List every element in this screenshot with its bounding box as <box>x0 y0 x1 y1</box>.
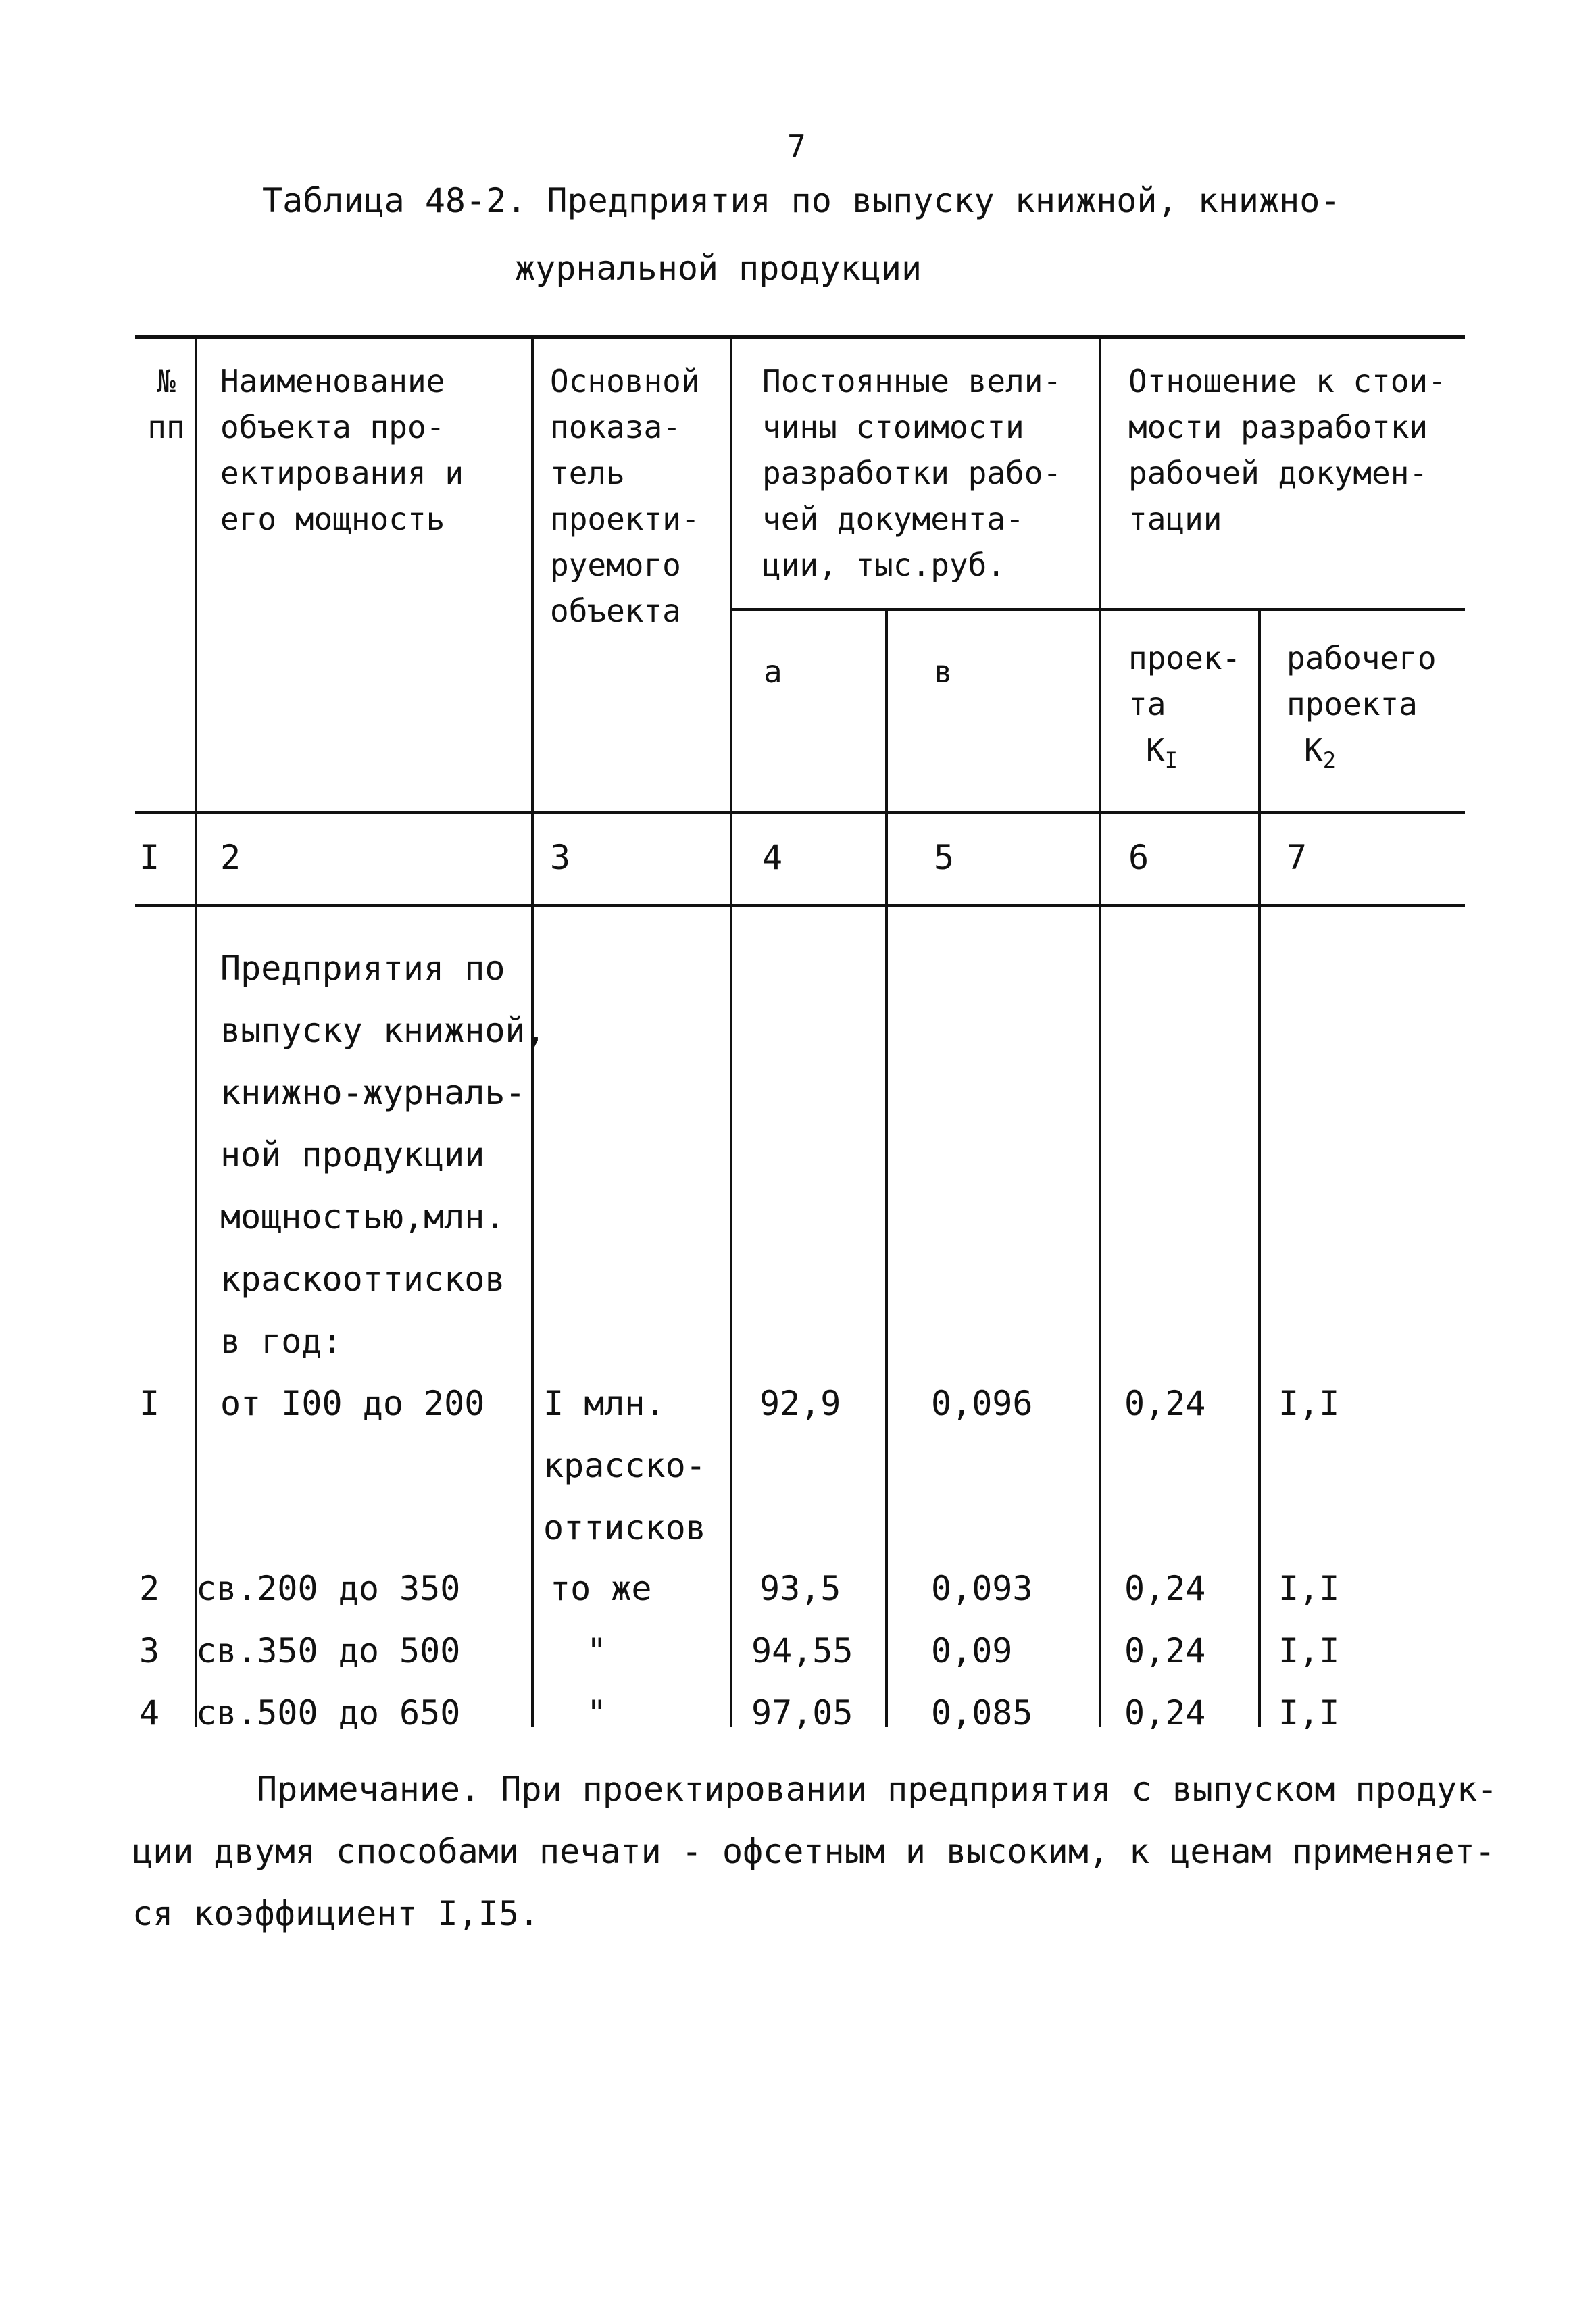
header-ratio: Отношение к стои- мости разработки рабочей докумен- тации <box>1128 363 1447 537</box>
header-object-name: Наименование объекта про- ектирования и его мощность <box>220 363 464 537</box>
row-k2: I,I <box>1278 1569 1340 1608</box>
num-col-3: 3 <box>550 838 571 877</box>
row-a: 94,55 <box>751 1631 853 1670</box>
num-col-1: I <box>139 838 160 877</box>
num-col-6: 6 <box>1128 838 1149 877</box>
num-col-7: 7 <box>1287 838 1307 877</box>
group-label-line: мощностью,млн. <box>220 1197 505 1237</box>
header-main-indicator: Основной показа- тель проекти- руемого объекта <box>550 363 700 629</box>
row-capacity: св.500 до 650 <box>196 1693 461 1733</box>
row-number: 3 <box>139 1631 160 1670</box>
row-k1: 0,24 <box>1124 1631 1206 1670</box>
table-title-line2: журнальной продукции <box>515 249 922 288</box>
row-k1: 0,24 <box>1124 1384 1206 1423</box>
row-a: 93,5 <box>759 1569 841 1608</box>
note-line: ции двумя способами печати - офсетным и высоким, к ценам применяет- <box>132 1832 1495 1871</box>
header-k2: $К_2$ <box>1304 732 1336 774</box>
rule-header-bottom <box>135 811 1465 814</box>
row-capacity: св.350 до 500 <box>196 1631 461 1670</box>
vline-3 <box>730 335 732 1727</box>
row-indicator: " <box>587 1631 607 1670</box>
row-k1: 0,24 <box>1124 1569 1206 1608</box>
row-a: 97,05 <box>751 1693 853 1733</box>
rule-subheader <box>730 608 1465 611</box>
header-a: а <box>764 653 782 690</box>
group-label-line: ной продукции <box>220 1135 485 1174</box>
header-working-project: рабочего проекта <box>1287 640 1437 722</box>
row-k1: 0,24 <box>1124 1693 1206 1733</box>
vline-5 <box>1099 335 1101 1727</box>
row-indicator-cont: красско- <box>543 1446 706 1485</box>
row-k2: I,I <box>1278 1693 1340 1733</box>
header-k1: $К_I$ <box>1146 732 1178 774</box>
row-k2: I,I <box>1278 1384 1340 1423</box>
header-number: № пп <box>147 363 185 445</box>
num-col-5: 5 <box>934 838 955 877</box>
rule-numbering-bottom <box>135 904 1465 907</box>
row-b: 0,09 <box>931 1631 1013 1670</box>
row-indicator-cont: оттисков <box>543 1508 706 1547</box>
row-capacity: св.200 до 350 <box>196 1569 461 1608</box>
group-label-line: выпуску книжной, <box>220 1011 546 1050</box>
header-project: проек- та <box>1128 640 1241 722</box>
table-title-line1: Таблица 48-2. Предприятия по выпуску книжной, книжно- <box>262 181 1341 220</box>
page-number: 7 <box>787 128 806 165</box>
vline-1 <box>195 335 197 1727</box>
num-col-2: 2 <box>220 838 241 877</box>
group-label-line: Предприятия по <box>220 949 505 988</box>
row-indicator: то же <box>550 1569 652 1608</box>
row-number: 4 <box>139 1693 160 1733</box>
group-label-line: краскооттисков <box>220 1260 505 1299</box>
row-number: 2 <box>139 1569 160 1608</box>
header-constant-values: Постоянные вели- чины стоимости разработки рабо- чей документа- ции, тыс.руб. <box>762 363 1062 583</box>
vline-6 <box>1258 609 1261 1727</box>
row-b: 0,085 <box>931 1693 1033 1733</box>
row-indicator: I млн. <box>543 1384 666 1423</box>
row-b: 0,096 <box>931 1384 1033 1423</box>
row-capacity: от I00 до 200 <box>220 1384 485 1423</box>
num-col-4: 4 <box>762 838 783 877</box>
vline-4 <box>885 609 888 1727</box>
row-number: I <box>139 1384 160 1423</box>
header-b: в <box>934 653 953 690</box>
row-k2: I,I <box>1278 1631 1340 1670</box>
group-label-line: книжно-журналь- <box>220 1073 526 1112</box>
group-label-line: в год: <box>220 1322 343 1361</box>
rule-top <box>135 335 1465 339</box>
row-b: 0,093 <box>931 1569 1033 1608</box>
row-indicator: " <box>587 1693 607 1733</box>
note-line: ся коэффициент I,I5. <box>132 1894 540 1933</box>
row-a: 92,9 <box>759 1384 841 1423</box>
note-line: Примечание. При проектировании предприятия с выпуском продук- <box>257 1770 1498 1809</box>
